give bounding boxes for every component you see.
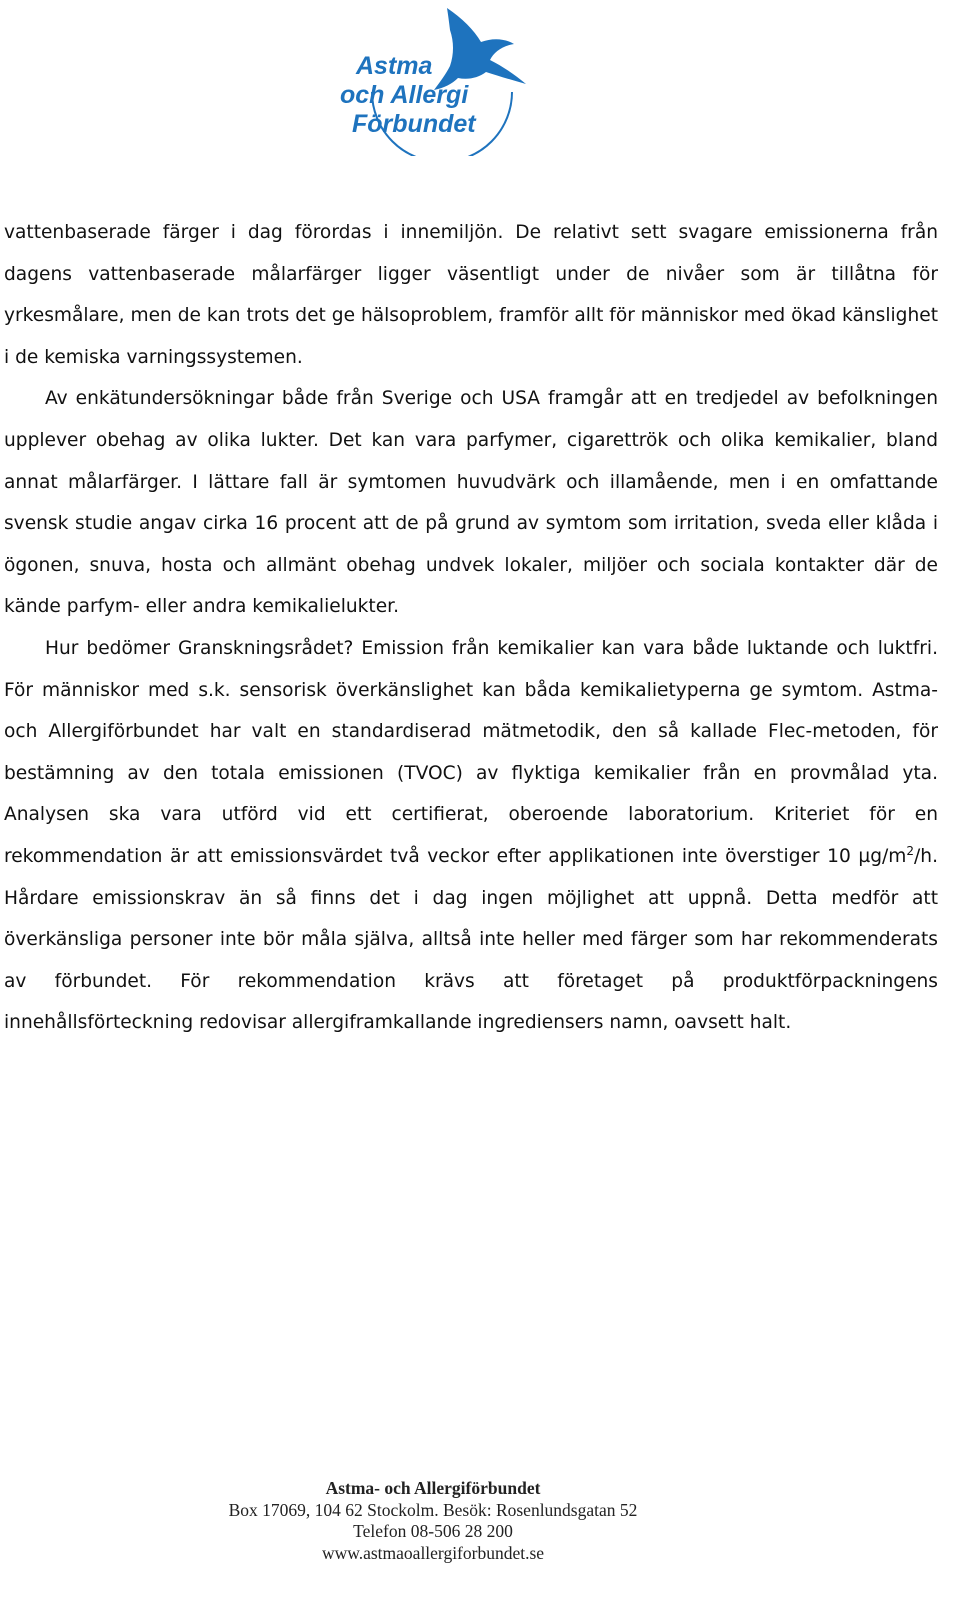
logo-text-line2: och Allergi [340, 81, 469, 109]
paragraph-3-part-2: /h. Hårdare emissionskrav än så finns det i dag ingen möjlighet att uppnå. Detta medför att överkänsliga personer inte bör måla själva, alltså inte heller med färger som har rekommenderats av förbundet. För rekommendation krävs att företaget på produktförpackningens innehållsförteckning redovisar allergiframkallande ingrediensers namn, oavsett halt. [4, 845, 938, 1034]
footer-organization: Astma- och Allergiförbundet [325, 1478, 541, 1498]
logo-text-line3: Förbundet [352, 110, 476, 138]
document-body [4, 212, 938, 1044]
logo-text-line1: Astma [356, 52, 433, 80]
footer-address: Box 17069, 104 62 Stockolm. Besök: Rosenlundsgatan 52 [228, 1499, 638, 1520]
paragraph-2: Av enkätundersökningar både från Sverige och USA framgår att en tredjedel av befolkningen upplever obehag av olika lukter. Det kan vara parfymer, cigarettrök och olika kemikalier, bland annat målarfärger. I lättare fall är symtomen huvudvärk och illamående, men i en omfattande svensk studie angav cirka 16 procent att de på grund av symtom som irritation, sveda eller klåda i ögonen, snuva, hosta och allmänt obehag undvek lokaler, miljöer och sociala kontakter där de kände parfym- eller andra kemikalielukter. [4, 388, 938, 618]
organization-logo [328, 4, 532, 156]
unit-superscript: 2 [906, 843, 915, 858]
swallow-bird-icon [434, 8, 526, 90]
footer-website: www.astmaoallergiforbundet.se [321, 1542, 545, 1563]
paragraph-3 [4, 628, 938, 1044]
page-footer [0, 1478, 866, 1564]
paragraph-1: vattenbaserade färger i dag förordas i innemiljön. De relativt sett svagare emissionerna från dagens vattenbaserade målarfärger ligger väsentligt under de nivåer som är tillåtna för yrkesmålare, men de kan trots det ge hälsoproblem, framför allt för människor med ökad känslighet i de kemiska varningssystemen. [4, 222, 938, 368]
logo-graphic [328, 4, 532, 156]
paragraph-3-part-1: Hur bedömer Granskningsrådet? Emission från kemikalier kan vara både luktande och luktfri. För människor med s.k. sensorisk överkänslighet kan båda kemikalietyperna ge symtom. Astma- och Allergiförbundet har valt en standardiserad mätmetodik, den så kallade Flec-metoden, för bestämning av den totala emissionen (TVOC) av flyktiga kemikalier från en provmålad yta. Analysen ska vara utförd vid ett certifierat, oberoende laboratorium. Kriteriet för en rekommendation är att emissionsvärdet två veckor efter applikationen inte överstiger 10 µg/m [4, 637, 938, 867]
footer-phone: Telefon 08-506 28 200 [353, 1521, 513, 1541]
